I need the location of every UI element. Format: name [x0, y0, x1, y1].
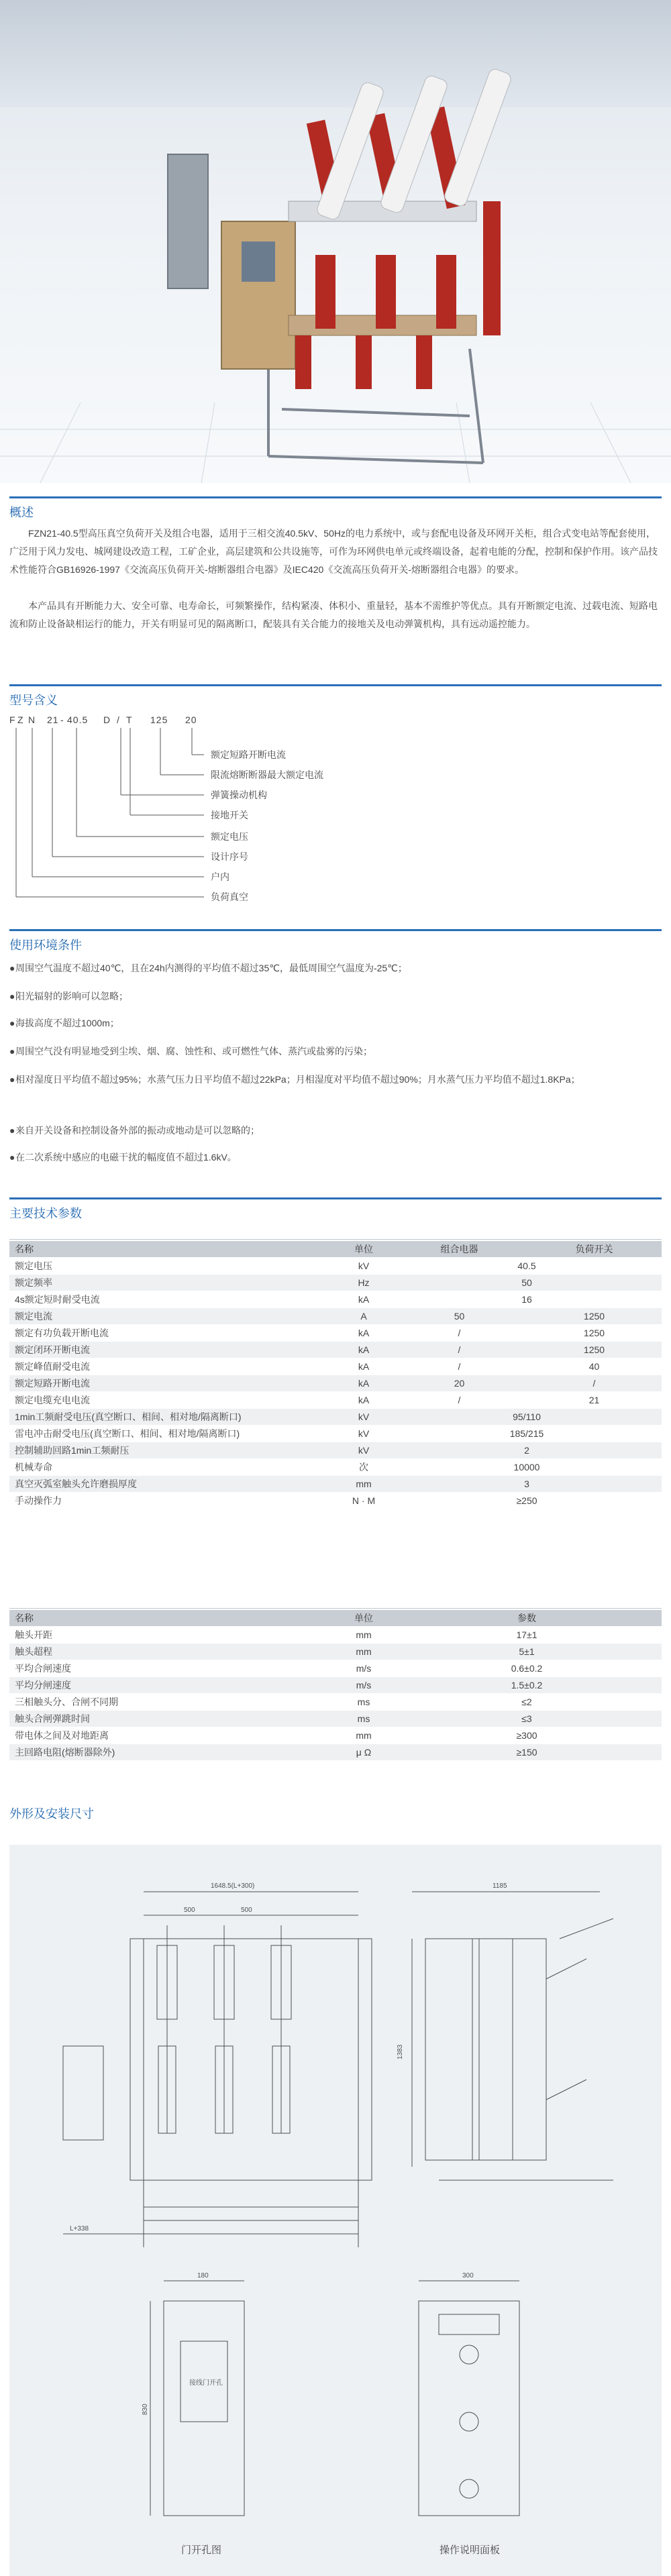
row-name: 三相触头分、合闸不同期 [9, 1694, 336, 1711]
row-name: 真空灭弧室触头允许磨损厚度 [9, 1476, 336, 1493]
dim-label: 1185 [493, 1882, 507, 1890]
row-unit: mm [336, 1727, 392, 1744]
table-row [9, 1677, 662, 1694]
table-row [9, 1727, 662, 1744]
dim-label: 830 [142, 2404, 149, 2415]
row-unit: mm [336, 1476, 392, 1493]
environment-item [9, 987, 662, 1006]
environment-text: 来自开关设备和控制设备外部的振动或地动是可以忽略的； [15, 1125, 260, 1136]
section-model-header [9, 684, 662, 707]
caption-operating-panel: 操作说明面板 [439, 2544, 500, 2556]
row-unit: kA [336, 1325, 392, 1342]
row-value: 3 [392, 1476, 662, 1493]
environment-text: 在二次系统中感应的电磁干扰的幅度值不超过1.6kV。 [15, 1152, 237, 1163]
row-name: 1min工频耐受电压(真空断口、相间、相对地/隔离断口) [9, 1409, 336, 1426]
row-unit: μ Ω [336, 1744, 392, 1761]
row-unit: ms [336, 1694, 392, 1711]
row-name: 额定闭环开断电流 [9, 1342, 336, 1358]
dim-label: 1648.5(L+300) [211, 1882, 255, 1890]
row-value: 40.5 [392, 1258, 662, 1275]
model-code-part: - [60, 714, 64, 725]
table-row [9, 1442, 662, 1459]
bullet-dot: ● [9, 1074, 15, 1085]
row-unit: Hz [336, 1275, 392, 1291]
section-divider-bar [9, 496, 662, 498]
row-value-combo: / [392, 1392, 527, 1409]
table-row [9, 1493, 662, 1509]
section-dims-title: 外形及安装尺寸 [9, 1807, 94, 1821]
section-dims-header [9, 1805, 662, 1823]
model-label: 弹簧操动机构 [211, 790, 267, 800]
environment-text: 周围空气温度不超过40℃，且在24h内测得的平均值不超过35℃，最低周围空气温度为-25℃； [15, 963, 407, 973]
model-label: 额定电压 [211, 831, 248, 842]
environment-item [9, 1042, 662, 1061]
table-row [9, 1644, 662, 1660]
spec-table-mechanical [9, 1610, 662, 1761]
row-value: 2 [392, 1442, 662, 1459]
section-divider-bar [9, 684, 662, 686]
row-value-switch: 1250 [527, 1342, 662, 1358]
bullet-dot: ● [9, 1018, 15, 1028]
row-unit: m/s [336, 1677, 392, 1694]
environment-text: 相对湿度日平均值不超过95%；水蒸气压力日平均值不超过22kPa；月相湿度对平均值不超过90%；月水蒸气压力平均值不超过1.8KPa； [15, 1074, 580, 1085]
table-row [9, 1392, 662, 1409]
row-name: 额定短路开断电流 [9, 1375, 336, 1392]
row-unit: 次 [336, 1459, 392, 1476]
model-code-part: T [126, 714, 133, 725]
section-overview-title: 概述 [9, 506, 34, 519]
model-label: 接地开关 [211, 810, 248, 820]
row-value: ≤3 [392, 1711, 662, 1727]
door-hole-label: 接线门开孔 [189, 2379, 223, 2387]
dim-label: 300 [462, 2272, 474, 2279]
row-name: 额定电缆充电电流 [9, 1392, 336, 1409]
row-value: 10000 [392, 1459, 662, 1476]
row-unit: kA [336, 1392, 392, 1409]
row-name: 触头超程 [9, 1644, 336, 1660]
row-value: ≤2 [392, 1694, 662, 1711]
spec-table-main [9, 1241, 662, 1509]
table-row [9, 1409, 662, 1426]
row-name: 平均合闸速度 [9, 1660, 336, 1677]
row-value: 5±1 [392, 1644, 662, 1660]
table-header-row [9, 1241, 662, 1258]
row-value: 185/215 [392, 1426, 662, 1442]
table-row [9, 1459, 662, 1476]
row-value: 16 [392, 1291, 662, 1308]
caption-door-hole: 门开孔图 [180, 2544, 221, 2556]
row-value-switch: 1250 [527, 1308, 662, 1325]
load-switch-illustration [0, 0, 671, 483]
bullet-dot: ● [9, 1046, 15, 1057]
row-value-combo: 50 [392, 1308, 527, 1325]
row-value-switch: / [527, 1375, 662, 1392]
table-row [9, 1325, 662, 1342]
row-unit: N · M [336, 1493, 392, 1509]
row-name: 主回路电阻(熔断器除外) [9, 1744, 336, 1761]
row-value: ≥300 [392, 1727, 662, 1744]
bullet-dot: ● [9, 991, 15, 1002]
model-code-part: / [117, 714, 120, 725]
section-divider-bar [9, 929, 662, 931]
environment-item [9, 1071, 662, 1089]
model-code-part: D [103, 714, 111, 725]
table-row [9, 1627, 662, 1644]
row-value-combo: 20 [392, 1375, 527, 1392]
row-name: 额定频率 [9, 1275, 336, 1291]
section-environment-header [9, 929, 662, 952]
table-row [9, 1291, 662, 1308]
environment-text: 阳光辐射的影响可以忽略； [15, 991, 128, 1002]
row-name: 额定电压 [9, 1258, 336, 1275]
table-row [9, 1711, 662, 1727]
row-name: 触头合闸弹跳时间 [9, 1711, 336, 1727]
row-unit: mm [336, 1644, 392, 1660]
model-label: 负荷真空 [211, 892, 248, 902]
row-name: 带电体之间及对地距离 [9, 1727, 336, 1744]
model-code-part: N [28, 714, 36, 725]
table-row [9, 1660, 662, 1677]
table-header-cell: 参数 [392, 1610, 662, 1627]
row-name: 雷电冲击耐受电压(真空断口、相间、相对地/隔离断口) [9, 1426, 336, 1442]
dim-label: 1383 [397, 2044, 404, 2059]
model-code-part: 125 [150, 714, 168, 725]
model-label: 限流熔断断器最大额定电流 [211, 769, 323, 780]
row-unit: kV [336, 1258, 392, 1275]
table-row [9, 1358, 662, 1375]
table-row [9, 1375, 662, 1392]
bullet-dot: ● [9, 963, 15, 973]
row-unit: kV [336, 1409, 392, 1426]
environment-text: 周围空气没有明显地受到尘埃、烟、腐、蚀性和、或可燃性气体、蒸汽或盐雾的污染； [15, 1046, 372, 1057]
row-name: 手动操作力 [9, 1493, 336, 1509]
table-header-cell: 单位 [336, 1241, 392, 1258]
overview-paragraph-1: FZN21-40.5型高压真空负荷开关及组合电器，适用于三相交流40.5kV、50Hz的电力系统中，或与套配电设备及环网开关柜，组合式变电站等配套使用，广泛用于风力发电、城网建设改造工程，工矿企业，高层建筑和公共设施等，可作为环网供电单元或终端设备，起着电能的分配，控制和保护作用。该产品技术性能符合GB16926-1997《交流高压负荷开关-熔断器组合电器》及IEC420《交流高压负荷开关-熔断器组合电器》的要求。 [9, 528, 658, 575]
model-code-part: Z [17, 714, 24, 725]
dim-label: 500 [241, 1907, 252, 1914]
table-header-cell: 名称 [9, 1610, 336, 1627]
section-params-title: 主要技术参数 [9, 1207, 82, 1220]
row-name: 额定有功负载开断电流 [9, 1325, 336, 1342]
row-unit: kV [336, 1426, 392, 1442]
row-unit: kA [336, 1342, 392, 1358]
table-row [9, 1694, 662, 1711]
row-name: 额定峰值耐受电流 [9, 1358, 336, 1375]
environment-item [9, 1122, 662, 1140]
environment-text: 海拔高度不超过1000m； [15, 1018, 119, 1028]
table-row [9, 1275, 662, 1291]
product-hero-image [0, 0, 671, 483]
table-row [9, 1744, 662, 1761]
table-row [9, 1258, 662, 1275]
row-name: 机械寿命 [9, 1459, 336, 1476]
row-value: ≥150 [392, 1744, 662, 1761]
row-unit: kA [336, 1291, 392, 1308]
row-name: 额定电流 [9, 1308, 336, 1325]
table-row [9, 1476, 662, 1493]
table-header-cell: 组合电器 [392, 1241, 527, 1258]
table-row [9, 1426, 662, 1442]
section-divider-bar [9, 1197, 662, 1199]
row-unit: kV [336, 1442, 392, 1459]
table-top-rule [9, 1608, 662, 1609]
row-value: ≥250 [392, 1493, 662, 1509]
row-value-combo: / [392, 1325, 527, 1342]
section-environment-title: 使用环境条件 [9, 938, 82, 952]
row-unit: A [336, 1308, 392, 1325]
row-value: 95/110 [392, 1409, 662, 1426]
bullet-dot: ● [9, 1152, 15, 1163]
table-row [9, 1342, 662, 1358]
row-value: 17±1 [392, 1627, 662, 1644]
row-unit: kA [336, 1375, 392, 1392]
model-code-part: 21 [47, 714, 59, 725]
row-unit: mm [336, 1627, 392, 1644]
environment-item [9, 1014, 662, 1032]
model-code-part: 40.5 [67, 714, 89, 725]
row-unit: m/s [336, 1660, 392, 1677]
model-code-diagram [9, 714, 412, 922]
row-value: 1.5±0.2 [392, 1677, 662, 1694]
row-value: 50 [392, 1275, 662, 1291]
model-label: 户内 [211, 871, 229, 882]
table-row [9, 1308, 662, 1325]
row-value-combo: / [392, 1358, 527, 1375]
row-value-switch: 1250 [527, 1325, 662, 1342]
row-unit: ms [336, 1711, 392, 1727]
row-value-combo: / [392, 1342, 527, 1358]
model-label: 设计序号 [211, 851, 248, 862]
row-name: 控制辅助回路1min工频耐压 [9, 1442, 336, 1459]
model-code-part: F [9, 714, 16, 725]
model-code-part: 20 [185, 714, 197, 725]
section-model-title: 型号含义 [9, 694, 58, 707]
row-name: 4s额定短时耐受电流 [9, 1291, 336, 1308]
table-top-rule [9, 1239, 662, 1240]
environment-item [9, 959, 662, 977]
dim-label: 500 [184, 1907, 195, 1914]
table-header-cell: 名称 [9, 1241, 336, 1258]
technical-drawings [9, 1845, 662, 2576]
row-name: 平均分闸速度 [9, 1677, 336, 1694]
dim-label: L+338 [70, 2225, 89, 2233]
table-header-cell: 单位 [336, 1610, 392, 1627]
bullet-dot: ● [9, 1125, 15, 1136]
section-params-header [9, 1197, 662, 1220]
row-name: 触头开距 [9, 1627, 336, 1644]
overview-paragraph-2: 本产品具有开断能力大、安全可靠、电寿命长，可频繁操作，结构紧凑、体积小、重量轻，基本不需维护等优点。具有开断额定电流、过载电流、短路电流和防止设备缺相运行的能力，开关有明显可见的隔离断口，配装具有关合能力的接地关及电动弹簧机构，具有远动遥控能力。 [9, 600, 658, 629]
environment-item [9, 1148, 662, 1167]
row-value: 0.6±0.2 [392, 1660, 662, 1677]
row-value-switch: 40 [527, 1358, 662, 1375]
table-header-row [9, 1610, 662, 1627]
row-unit: kA [336, 1358, 392, 1375]
section-overview-header [9, 496, 662, 519]
dim-label: 180 [197, 2272, 209, 2279]
row-value-switch: 21 [527, 1392, 662, 1409]
table-header-cell: 负荷开关 [527, 1241, 662, 1258]
model-label: 额定短路开断电流 [211, 749, 286, 760]
